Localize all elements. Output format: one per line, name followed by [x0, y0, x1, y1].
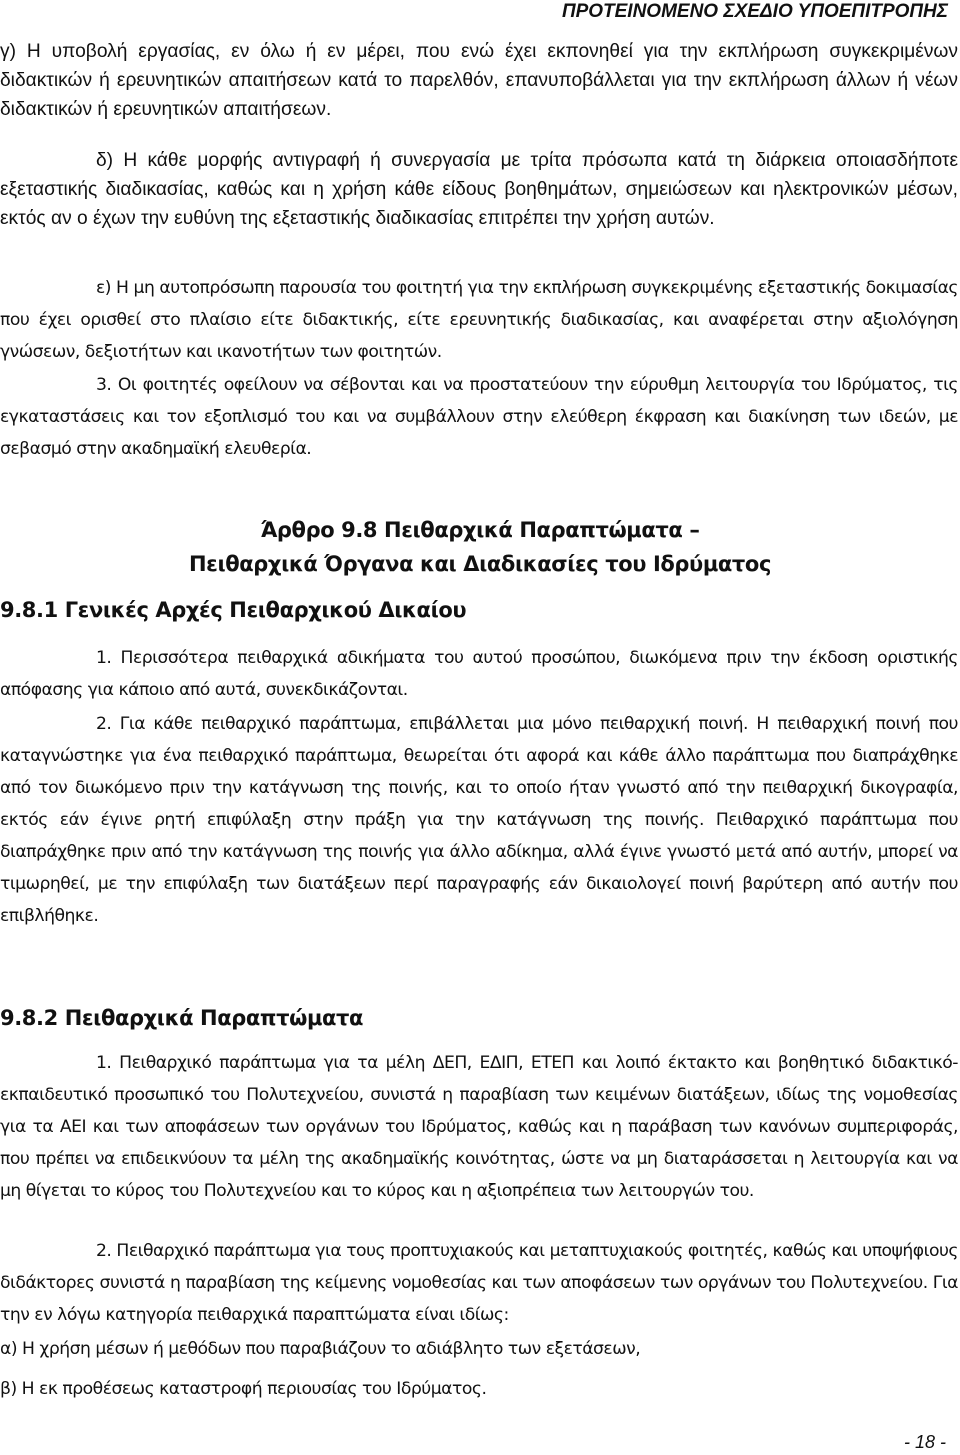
paragraph-three: 3. Οι φοιτητές οφείλουν να σέβονται και να προστατεύουν την εύρυθμη λειτουργία του Ιδρύματος, τις εγκαταστάσεις και τον εξοπλισμό του και να συμβάλλουν στην ελεύθερη έκφραση και διακίνηση των ιδεών, με σεβασμό στην ακαδημαϊκή ελευθερία.	[0, 375, 958, 459]
section-heading-9-8-2: 9.8.2 Πειθαρχικά Παραπτώματα	[0, 1006, 364, 1030]
section-9-8-2-item-2: 2. Πειθαρχικό παράπτωμα για τους προπτυχιακούς και μεταπτυχιακούς φοιτητές, καθώς και υποψήφιους διδάκτορες συνιστά η παραβίαση της κείμενης νομοθεσίας και των αποφάσεων των οργάνων του Πολυτεχνείου. Για την εν λόγω κατηγορία πειθαρχικά παραπτώματα είναι ιδίως:	[0, 1241, 958, 1325]
section-9-8-1-item-1: 1. Περισσότερα πειθαρχικά αδικήματα του αυτού προσώπου, διωκόμενα πριν την έκδοση οριστικής απόφασης για κάποιο από αυτά, συνεκδικάζονται.	[0, 648, 958, 700]
section-heading-9-8-1: 9.8.1 Γενικές Αρχές Πειθαρχικού Δικαίου	[0, 598, 467, 622]
section-9-8-2-item-b: β) Η εκ προθέσεως καταστροφή περιουσίας του Ιδρύματος.	[0, 1379, 487, 1399]
paragraph-epsilon: ε) Η μη αυτοπρόσωπη παρουσία του φοιτητή για την εκπλήρωση συγκεκριμένης εξεταστικής δοκιμασίας που έχει ορισθεί στο πλαίσιο είτε διδακτικής, είτε ερευνητικής διαδικασίας, και αναφέρεται στην αξιολόγηση γνώσεων, δεξιοτήτων και ικανοτήτων των φοιτητών.	[0, 278, 958, 362]
paragraph-gamma: γ) Η υποβολή εργασίας, εν όλω ή εν μέρει, που ενώ έχει εκπονηθεί για την εκπλήρωση συγκεκριμένων διδακτικών ή ερευνητικών απαιτήσεων κατά το παρελθόν, επανυποβάλλεται για την εκπλήρωση άλλων ή νέων διδακτικών ή ερευνητικών απαιτήσεων.	[0, 41, 958, 120]
section-9-8-2-item-1: 1. Πειθαρχικό παράπτωμα για τα μέλη ΔΕΠ, ΕΔΙΠ, ΕΤΕΠ και λοιπό έκτακτο και βοηθητικό διδακτικό-εκπαιδευτικό προσωπικό του Πολυτεχνείου, συνιστά η παραβίαση των κειμένων διατάξεων, ιδίως της νομοθεσίας για τα ΑΕΙ και των αποφάσεων των οργάνων του Ιδρύματος, καθώς και η παράβαση των κανόνων συμπεριφοράς, που πρέπει να επιδεικνύουν τα μέλη της ακαδημαϊκής κοινότητας, ώστε να μη διαταράσσεται η λειτουργία και να μη θίγεται το κύρος του Πολυτεχνείου και το κύρος και η αξιοπρέπεια των λειτουργών του.	[0, 1053, 958, 1201]
section-9-8-2-item-a: α) Η χρήση μέσων ή μεθόδων που παραβιάζουν το αδιάβλητο των εξετάσεων,	[0, 1339, 641, 1359]
page-number: - 18 -	[903, 1432, 946, 1452]
paragraph-delta: δ) Η κάθε μορφής αντιγραφή ή συνεργασία με τρίτα πρόσωπα κατά τη διάρκεια οποιασδήποτε εξεταστικής διαδικασίας, καθώς και η χρήση κάθε είδους βοηθημάτων, σημειώσεων και ηλεκτρονικών μέσων, εκτός αν ο έχων την ευθύνη της εξεταστικής διαδικασίας επιτρέπει την χρήση αυτών.	[0, 150, 958, 229]
document-header: ΠΡΟΤΕΙΝΟΜΕΝΟ ΣΧΕΔΙΟ ΥΠΟΕΠΙΤΡΟΠΗΣ	[561, 1, 948, 22]
article-title-line-2: Πειθαρχικά Όργανα και Διαδικασίες του Ιδρύματος	[188, 552, 771, 576]
article-title-line-1: Άρθρο 9.8 Πειθαρχικά Παραπτώματα –	[260, 518, 700, 542]
section-9-8-1-item-2: 2. Για κάθε πειθαρχικό παράπτωμα, επιβάλλεται μια μόνο πειθαρχική ποινή. Η πειθαρχική ποινή που καταγνώστηκε για ένα πειθαρχικό παράπτωμα, θεωρείται ότι αφορά και κάθε άλλο παράπτωμα που διαπράχθηκε από τον διωκόμενο πριν την κατάγνωση της ποινής, και το οποίο ήταν γνωστό από την πειθαρχική δικογραφία, εκτός εάν έγινε ρητή επιφύλαξη στην πράξη για την κατάγνωση της ποινής. Πειθαρχικό παράπτωμα που διαπράχθηκε πριν από την κατάγνωση της ποινής για άλλο αδίκημα, αλλά έγινε γνωστό μετά από αυτήν, μπορεί να τιμωρηθεί, με την επιφύλαξη των διατάξεων περί παραγραφής εάν δικαιολογεί ποινή βαρύτερη από αυτήν που επιβλήθηκε.	[0, 714, 958, 926]
